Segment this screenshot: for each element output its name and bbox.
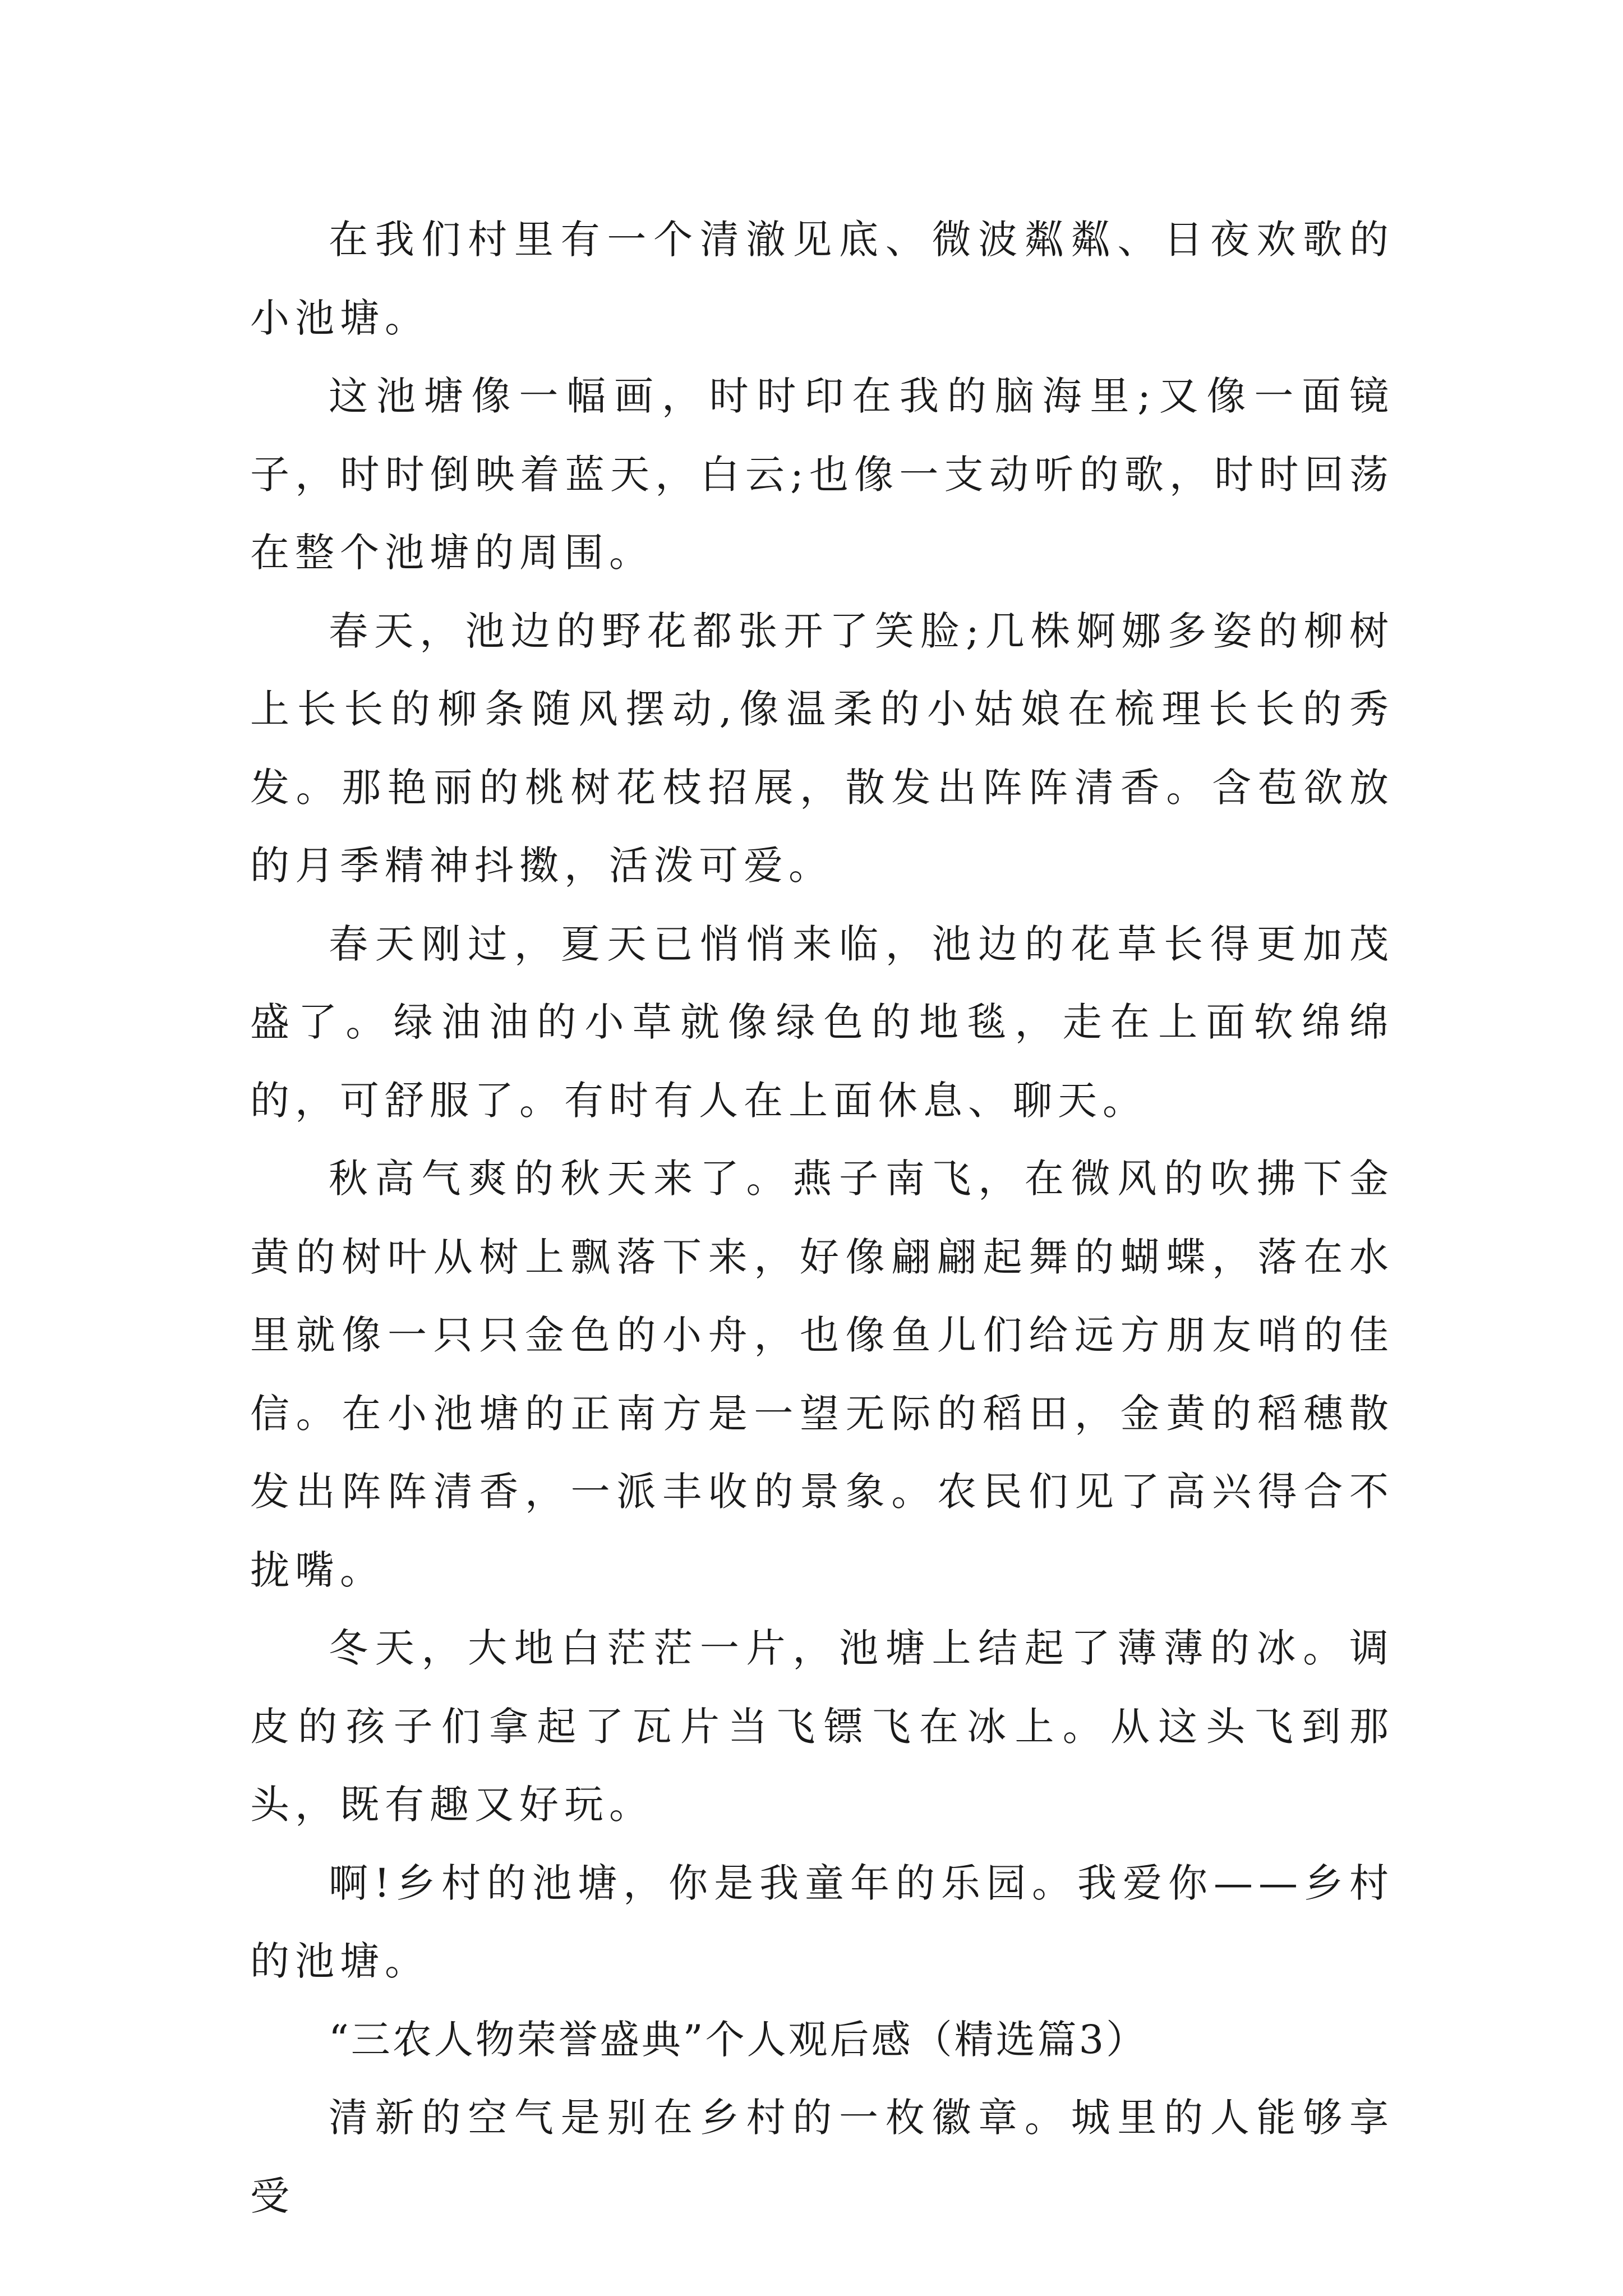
- paragraph-village-pond: 在我们村里有一个清澈见底、微波粼粼、日夜欢歌的小池塘。: [250, 217, 1394, 341]
- paragraph-winter: 冬天，大地白茫茫一片，池塘上结起了薄薄的冰。调皮的孩子们拿起了瓦片当飞镖飞在冰上。从这头飞到那头，既有趣又好玩。: [250, 1625, 1394, 1828]
- paragraph-autumn: 秋高气爽的秋天来了。燕子南飞，在微风的吹拂下金黄的树叶从树上飘落下来，好像翩翩起舞的蝴蝶，落在水里就像一只只金色的小舟，也像鱼儿们给远方朋友哨的佳信。在小池塘的正南方是一望无际的稻田，金黄的稻穗散发出阵阵清香，一派丰收的景象。农民们见了高兴得合不拢嘴。: [250, 1156, 1394, 1593]
- paragraph-summer: 春天刚过，夏天已悄悄来临，池边的花草长得更加茂盛了。绿油油的小草就像绿色的地毯，走在上面软绵绵的，可舒服了。有时有人在上面休息、聊天。: [250, 921, 1394, 1124]
- document-body: [250, 201, 1394, 2235]
- paragraph-spring: 春天，池边的野花都张开了笑脸;几株婀娜多姿的柳树上长长的柳条随风摆动,像温柔的小姑娘在梳理长长的秀发。那艳丽的桃树花枝招展，散发出阵阵清香。含苞欲放的月季精神抖擞，活泼可爱。: [250, 608, 1394, 889]
- section-heading: “三农人物荣誉盛典”个人观后感（精选篇3）: [329, 2016, 1148, 2063]
- paragraph-pond-metaphors: 这池塘像一幅画，时时印在我的脑海里;又像一面镜子，时时倒映着蓝天，白云;也像一支动听的歌，时时回荡在整个池塘的周围。: [250, 373, 1394, 576]
- paragraph-fresh-air: 清新的空气是别在乡村的一枚徽章。城里的人能够享受: [250, 2095, 1394, 2219]
- paragraph-conclusion: 啊!乡村的池塘，你是我童年的乐园。我爱你——乡村的池塘。: [250, 1860, 1394, 1984]
